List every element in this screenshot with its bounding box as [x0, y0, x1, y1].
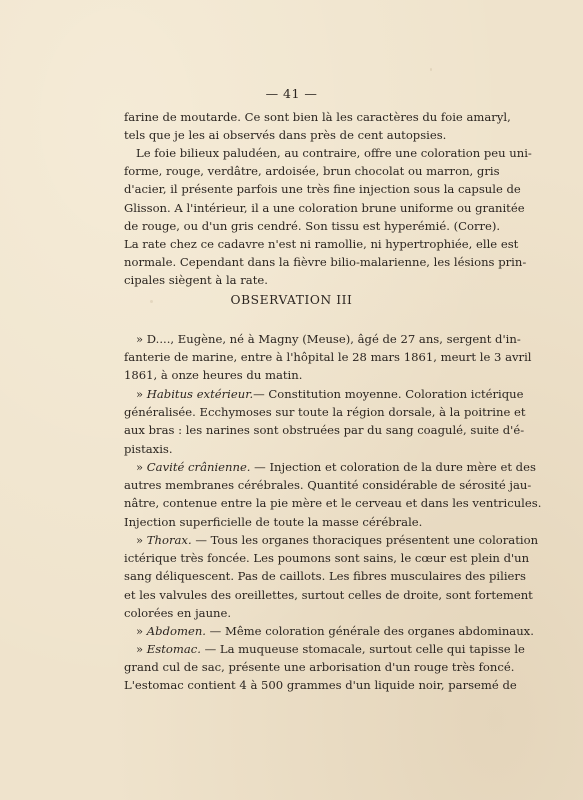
- paragraph-continuation: [124, 108, 511, 144]
- text-line: pistaxis.: [124, 441, 173, 456]
- text-line: Injection superficielle de toute la masse cérébrale.: [124, 514, 423, 529]
- section-prefix: »: [136, 624, 147, 638]
- paper-speck: [430, 68, 432, 71]
- section-label: Habitus extérieur.: [146, 387, 254, 401]
- section-label: Abdomen.: [146, 624, 206, 638]
- text-line: farine de moutarde. Ce sont bien là les caractères du foie amaryl,: [124, 110, 511, 124]
- text-line: Glisson. A l'intérieur, il a une coloration brune uniforme ou granitée: [124, 200, 525, 215]
- text-line: sang déliquescent. Pas de caillots. Les fibres musculaires des piliers: [124, 569, 526, 584]
- text-line: fanterie de marine, entre à l'hôpital le 28 mars 1861, meurt le 3 avril: [124, 350, 532, 365]
- text-line: forme, rouge, verdâtre, ardoisée, brun chocolat ou marron, gris: [124, 164, 500, 179]
- section-estomac: [124, 640, 525, 695]
- section-text: — Tous les organes thoraciques présentent une coloration: [191, 533, 539, 547]
- text-line: ictérique très foncée. Les poumons sont sains, le cœur est plein d'un: [124, 551, 530, 566]
- text-line: cipales siègent à la rate.: [124, 273, 268, 288]
- section-prefix: »: [136, 460, 147, 474]
- text-line: La rate chez ce cadavre n'est ni ramollie, ni hypertrophiée, elle est: [124, 236, 519, 251]
- section-label: Cavité crânienne.: [146, 460, 251, 474]
- observation-intro: [124, 330, 532, 385]
- text-line: normale. Cependant dans la fièvre bilio-malarienne, les lésions prin-: [124, 255, 527, 270]
- text-line: colorées en jaune.: [124, 605, 232, 620]
- text-line: et les valvules des oreillettes, surtout celles de droite, sont fortement: [124, 587, 533, 602]
- section-prefix: »: [136, 387, 147, 401]
- section-label: Thorax.: [146, 533, 192, 547]
- text-line: [124, 385, 524, 403]
- observation-heading: OBSERVATION III: [230, 293, 353, 307]
- text-line: L'estomac contient 4 à 500 grammes d'un liquide noir, parsemé de: [124, 678, 517, 693]
- section-label: Estomac.: [146, 642, 201, 656]
- section-text: — La muqueuse stomacale, surtout celle qui tapisse le: [200, 642, 525, 656]
- text-line: nâtre, contenue entre la pie mère et le cerveau et dans les ventricules.: [124, 496, 542, 511]
- text-line: Le foie bilieux paludéen, au contraire, offre une coloration peu uni-: [136, 146, 532, 160]
- section-abdomen: [124, 622, 534, 640]
- section-prefix: »: [136, 533, 147, 547]
- section-habitus: [124, 385, 526, 458]
- text-line: de rouge, ou d'un gris cendré. Son tissu est hyperémié. (Corre).: [124, 218, 501, 233]
- text-line: [124, 640, 525, 658]
- text-line: d'acier, il présente parfois une très fine injection sous la capsule de: [124, 182, 521, 197]
- text-line: 1861, à onze heures du matin.: [124, 368, 303, 383]
- section-cavite: [124, 458, 542, 531]
- text-line: grand cul de sac, présente une arborisation d'un rouge très foncé.: [124, 660, 515, 675]
- section-prefix: »: [136, 642, 147, 656]
- text-line: [124, 622, 534, 640]
- paragraph-foie-bilieux: [124, 144, 532, 290]
- text-line: tels que je les ai observés dans près de cent autopsies.: [124, 128, 447, 143]
- text-line: [124, 458, 536, 476]
- page-number: — 41 —: [265, 86, 318, 101]
- section-thorax: [124, 531, 539, 622]
- text-line: [124, 531, 539, 549]
- text-line: aux bras : les narines sont obstruées par du sang coagulé, suite d'é-: [124, 423, 525, 438]
- text-line: » D...., Eugène, né à Magny (Meuse), âgé de 27 ans, sergent d'in-: [136, 332, 521, 346]
- section-text: — Même coloration générale des organes abdominaux.: [205, 624, 534, 638]
- text-line: généralisée. Ecchymoses sur toute la région dorsale, à la poitrine et: [124, 405, 526, 420]
- section-text: — Constitution moyenne. Coloration ictérique: [253, 387, 524, 401]
- section-text: — Injection et coloration de la dure mère et des: [250, 460, 536, 474]
- text-line: autres membranes cérébrales. Quantité considérable de sérosité jau-: [124, 478, 532, 493]
